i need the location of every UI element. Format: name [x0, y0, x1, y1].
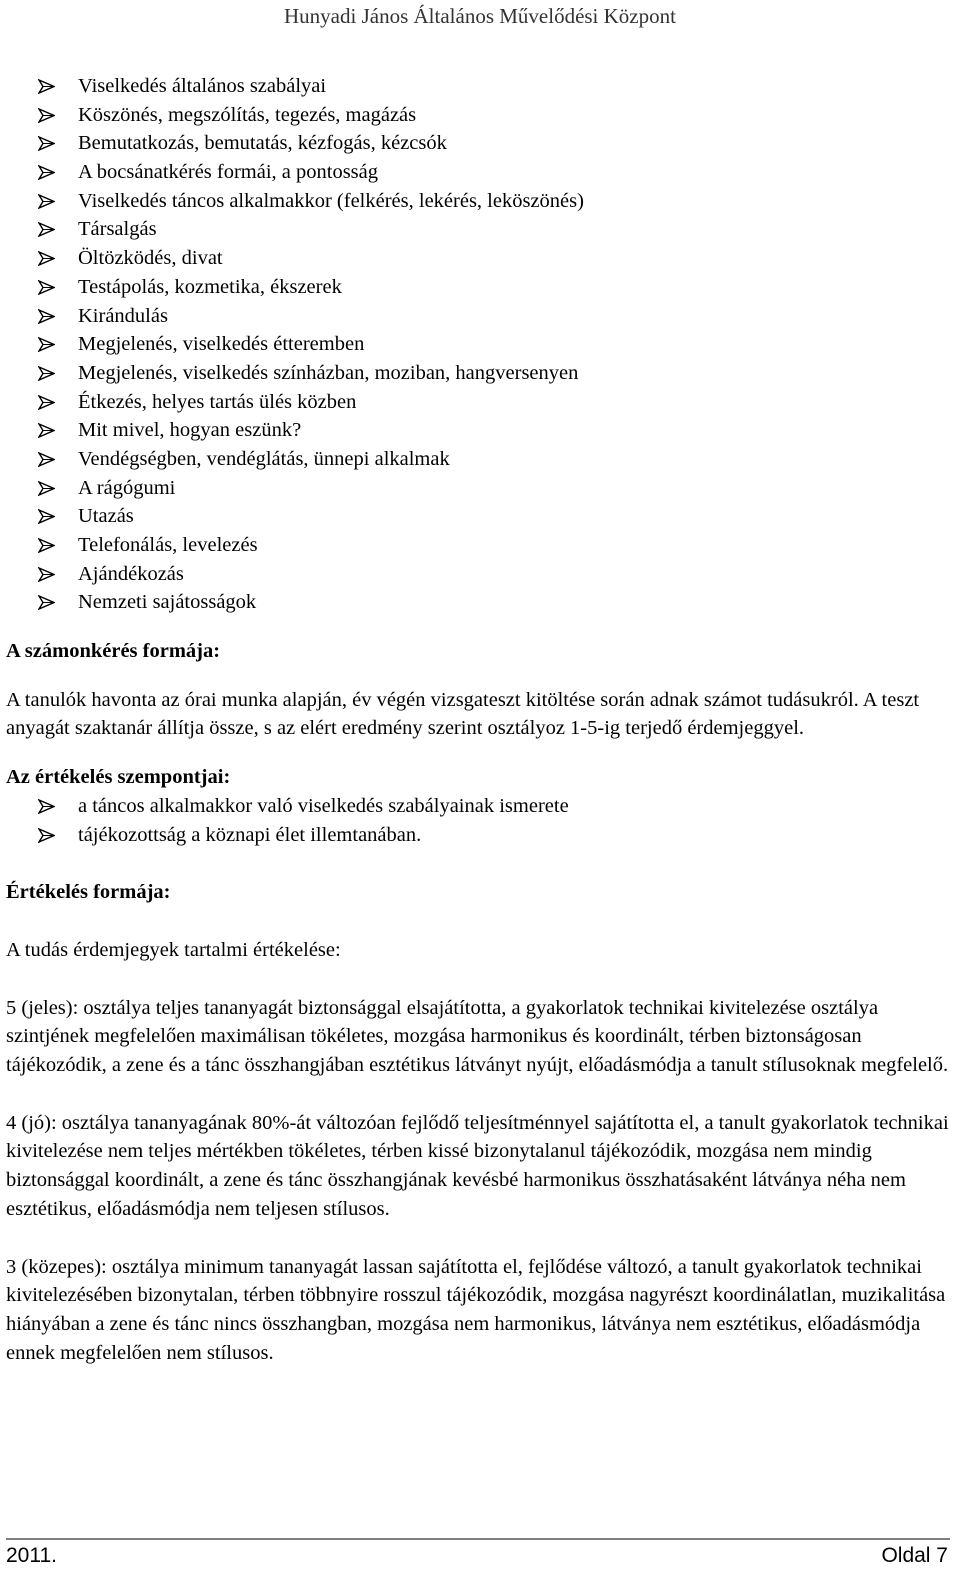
arrowhead-bullet-icon	[38, 416, 58, 445]
list-item-label: Testápolás, kozmetika, ékszerek	[78, 275, 342, 298]
list-item-label: Nemzeti sajátosságok	[78, 591, 257, 614]
list-item	[6, 244, 950, 273]
footer-divider	[6, 1538, 950, 1540]
list-item-label: Ajándékozás	[78, 562, 184, 585]
arrowhead-bullet-icon	[38, 388, 58, 417]
list-item	[6, 502, 950, 531]
arrowhead-bullet-icon	[38, 302, 58, 331]
footer-page-number: Oldal 7	[881, 1544, 948, 1567]
grade-5-description: 5 (jeles): osztálya teljes tananyagát biztonsággal elsajátította, a gyakorlatok technikai kivitelezése osztálya szintjének megfelelően maximálisan tökéletes, mozgása harmonikus és koordinált, térben biztonságosan tájékozódik, a zene és a tánc összhangjában esztétikus látványt nyújt, előadásmódja a tanult stílusoknak megfelelő.	[6, 996, 949, 1077]
arrowhead-bullet-icon	[38, 244, 58, 273]
list-item-label: Megjelenés, viselkedés étteremben	[78, 333, 365, 356]
list-item-label: A bocsánatkérés formái, a pontosság	[78, 161, 379, 184]
list-item	[6, 588, 950, 617]
arrowhead-bullet-icon	[38, 187, 58, 216]
list-item	[6, 72, 950, 101]
footer-year: 2011.	[6, 1544, 57, 1567]
topic-list	[6, 72, 950, 617]
list-item-label: A rágógumi	[78, 476, 176, 499]
list-item-label: Telefonálás, levelezés	[78, 534, 258, 556]
list-item-label: Viselkedés általános szabályai	[78, 75, 327, 97]
list-item	[6, 302, 950, 331]
list-item	[6, 531, 950, 560]
list-item	[6, 330, 950, 359]
list-item-label: Étkezés, helyes tartás ülés közben	[78, 390, 357, 413]
page-footer	[0, 1538, 960, 1588]
list-item	[6, 215, 950, 244]
evaluation-heading: Értékelés formája:	[6, 881, 171, 904]
list-item-label: Öltözködés, divat	[78, 247, 223, 270]
arrowhead-bullet-icon	[38, 330, 58, 359]
arrowhead-bullet-icon	[38, 821, 58, 850]
arrowhead-bullet-icon	[38, 445, 58, 474]
list-item-label: Társalgás	[78, 218, 157, 241]
list-item	[6, 273, 950, 302]
list-item-label: Mit mivel, hogyan eszünk?	[78, 419, 302, 442]
assessment-heading: A számonkérés formája:	[6, 640, 221, 663]
list-item-label: Köszönés, megszólítás, tegezés, magázás	[78, 103, 417, 126]
arrowhead-bullet-icon	[38, 560, 58, 589]
list-item	[6, 560, 950, 589]
list-item	[6, 445, 950, 474]
list-item	[6, 821, 950, 850]
evaluation-intro: A tudás érdemjegyek tartalmi értékelése:	[6, 938, 341, 961]
criteria-list	[6, 792, 950, 849]
list-item-label: Vendégségben, vendéglátás, ünnepi alkalmak	[78, 447, 450, 470]
list-item	[6, 158, 950, 187]
list-item	[6, 792, 950, 821]
list-item	[6, 474, 950, 503]
list-item	[6, 187, 950, 216]
arrowhead-bullet-icon	[38, 502, 58, 531]
list-item-label: Megjelenés, viselkedés színházban, moziban, hangversenyen	[78, 361, 579, 384]
list-item-label: Viselkedés táncos alkalmakkor (felkérés, lekérés, leköszönés)	[78, 189, 584, 212]
list-item-label: Kirándulás	[78, 304, 168, 327]
list-item-label: Bemutatkozás, bemutatás, kézfogás, kézcsók	[78, 132, 447, 155]
arrowhead-bullet-icon	[38, 158, 58, 187]
arrowhead-bullet-icon	[38, 531, 58, 560]
list-item	[6, 388, 950, 417]
arrowhead-bullet-icon	[38, 474, 58, 503]
grade-3-description: 3 (közepes): osztálya minimum tananyagát lassan sajátította el, fejlődése változó, a tanult gyakorlatok technikai kivitelezésében bizonytalan, térben többnyire rosszul tájékozódik, mozgása nagyrészt koordinálatlan, muzikalitása hiányában a zene és tánc nincs összhangban, mozgása nem harmonikus, látványa nem esztétikus, előadásmódja ennek megfelelően nem stílusos.	[6, 1255, 946, 1364]
list-item-label: a táncos alkalmakkor való viselkedés szabályainak ismerete	[78, 794, 569, 817]
list-item	[6, 129, 950, 158]
arrowhead-bullet-icon	[38, 72, 58, 101]
arrowhead-bullet-icon	[38, 588, 58, 617]
criteria-heading: Az értékelés szempontjai:	[6, 766, 231, 789]
arrowhead-bullet-icon	[38, 215, 58, 244]
list-item-label: tájékozottság a köznapi élet illemtanában.	[78, 823, 422, 846]
arrowhead-bullet-icon	[38, 273, 58, 302]
list-item	[6, 359, 950, 388]
arrowhead-bullet-icon	[38, 129, 58, 158]
page-header: Hunyadi János Általános Művelődési Központ	[284, 4, 676, 28]
grade-4-description: 4 (jó): osztálya tananyagának 80%-át változóan fejlődő teljesítménnyel sajátította el, a tanult gyakorlatok technikai kivitelezése nem teljes mértékben tökéletes, térben kissé bizonytalanul tájékozódik, mozgása nem mindig biztonsággal koordinált, a zene és tánc összhangjának kevésbé harmonikus összhatásaként látványa néha nem esztétikus, előadásmódja nem teljesen stílusos.	[6, 1111, 949, 1220]
arrowhead-bullet-icon	[38, 792, 58, 821]
assessment-text: A tanulók havonta az órai munka alapján, év végén vizsgateszt kitöltése során adnak számot tudásukról. A teszt anyagát szaktanár állítja össze, s az elért eredmény szerint osztályoz 1-5-ig terjedő érdemjeggyel.	[6, 688, 920, 740]
document-body	[6, 72, 950, 1367]
arrowhead-bullet-icon	[38, 101, 58, 130]
arrowhead-bullet-icon	[38, 359, 58, 388]
list-item	[6, 416, 950, 445]
list-item	[6, 101, 950, 130]
list-item-label: Utazás	[78, 505, 134, 528]
